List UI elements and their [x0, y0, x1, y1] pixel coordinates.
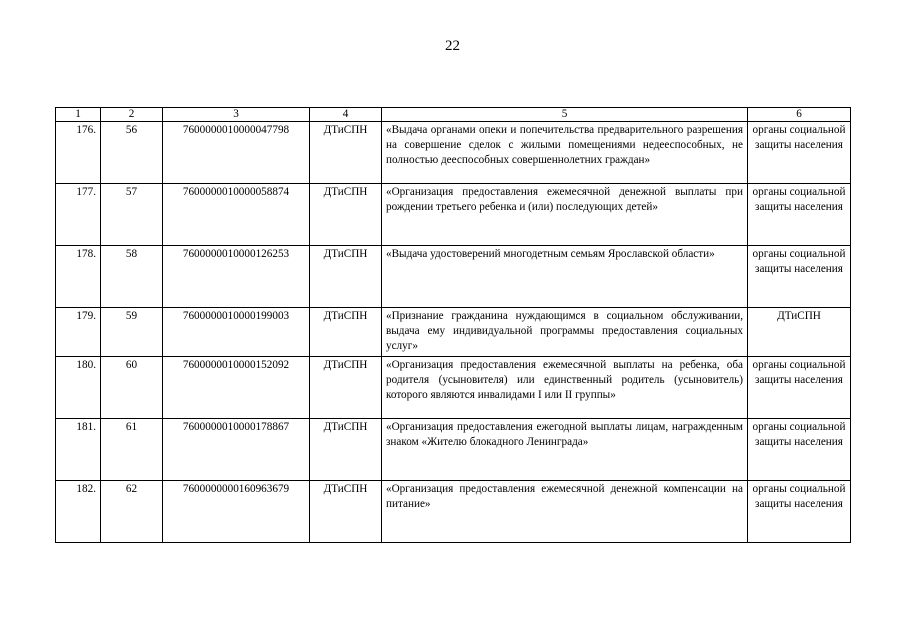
column-header: 3	[163, 108, 310, 122]
row-number: 182.	[56, 480, 101, 542]
responsible-organization: органы социальной защиты населения	[748, 184, 851, 246]
table-row	[56, 356, 851, 418]
department: ДТиСПН	[310, 480, 382, 542]
row-number: 178.	[56, 246, 101, 308]
row-subnumber: 58	[101, 246, 163, 308]
table-row	[56, 122, 851, 184]
department: ДТиСПН	[310, 308, 382, 357]
service-code: 7600000010000178867	[163, 418, 310, 480]
table-row	[56, 418, 851, 480]
service-description: «Выдача удостоверений многодетным семьям Ярославской области»	[382, 246, 748, 308]
table-row	[56, 184, 851, 246]
column-header: 2	[101, 108, 163, 122]
department: ДТиСПН	[310, 246, 382, 308]
service-code: 7600000010000058874	[163, 184, 310, 246]
service-description: «Выдача органами опеки и попечительства предварительного разрешения на совершение сделок с жилыми помещениями недееспособных, не полностью дееспособных совершеннолетних граждан»	[382, 122, 748, 184]
page-number: 22	[445, 38, 460, 54]
row-subnumber: 61	[101, 418, 163, 480]
row-subnumber: 59	[101, 308, 163, 357]
service-code: 7600000010000126253	[163, 246, 310, 308]
service-code: 7600000010000047798	[163, 122, 310, 184]
row-number: 179.	[56, 308, 101, 357]
table-row	[56, 480, 851, 542]
row-number: 180.	[56, 356, 101, 418]
responsible-organization: органы социальной защиты населения	[748, 122, 851, 184]
responsible-organization: органы социальной защиты населения	[748, 418, 851, 480]
column-header: 5	[382, 108, 748, 122]
service-code: 7600000010000152092	[163, 356, 310, 418]
table-row	[56, 308, 851, 357]
service-description: «Организация предоставления ежегодной выплаты лицам, награжденным знаком «Жителю блокадного Ленинграда»	[382, 418, 748, 480]
responsible-organization: ДТиСПН	[748, 308, 851, 357]
row-subnumber: 57	[101, 184, 163, 246]
service-description: «Организация предоставления ежемесячной денежной компенсации на питание»	[382, 480, 748, 542]
row-number: 181.	[56, 418, 101, 480]
table-header-row	[56, 108, 851, 122]
column-header: 1	[56, 108, 101, 122]
responsible-organization: органы социальной защиты населения	[748, 480, 851, 542]
responsible-organization: органы социальной защиты населения	[748, 246, 851, 308]
column-header: 4	[310, 108, 382, 122]
row-subnumber: 62	[101, 480, 163, 542]
department: ДТиСПН	[310, 418, 382, 480]
service-description: «Организация предоставления ежемесячной денежной выплаты при рождении третьего ребенка и (или) последующих детей»	[382, 184, 748, 246]
department: ДТиСПН	[310, 356, 382, 418]
service-description: «Признание гражданина нуждающимся в социальном обслуживании, выдача ему индивидуальной программы предоставления социальных услуг»	[382, 308, 748, 357]
column-header: 6	[748, 108, 851, 122]
row-subnumber: 60	[101, 356, 163, 418]
service-description: «Организация предоставления ежемесячной выплаты на ребенка, оба родителя (усыновителя) или единственный родитель (усыновитель) которого являются инвалидами I или II группы»	[382, 356, 748, 418]
services-table	[55, 107, 851, 543]
department: ДТиСПН	[310, 122, 382, 184]
responsible-organization: органы социальной защиты населения	[748, 356, 851, 418]
table-row	[56, 246, 851, 308]
department: ДТиСПН	[310, 184, 382, 246]
service-code: 7600000000160963679	[163, 480, 310, 542]
row-number: 176.	[56, 122, 101, 184]
service-code: 7600000010000199003	[163, 308, 310, 357]
row-subnumber: 56	[101, 122, 163, 184]
row-number: 177.	[56, 184, 101, 246]
